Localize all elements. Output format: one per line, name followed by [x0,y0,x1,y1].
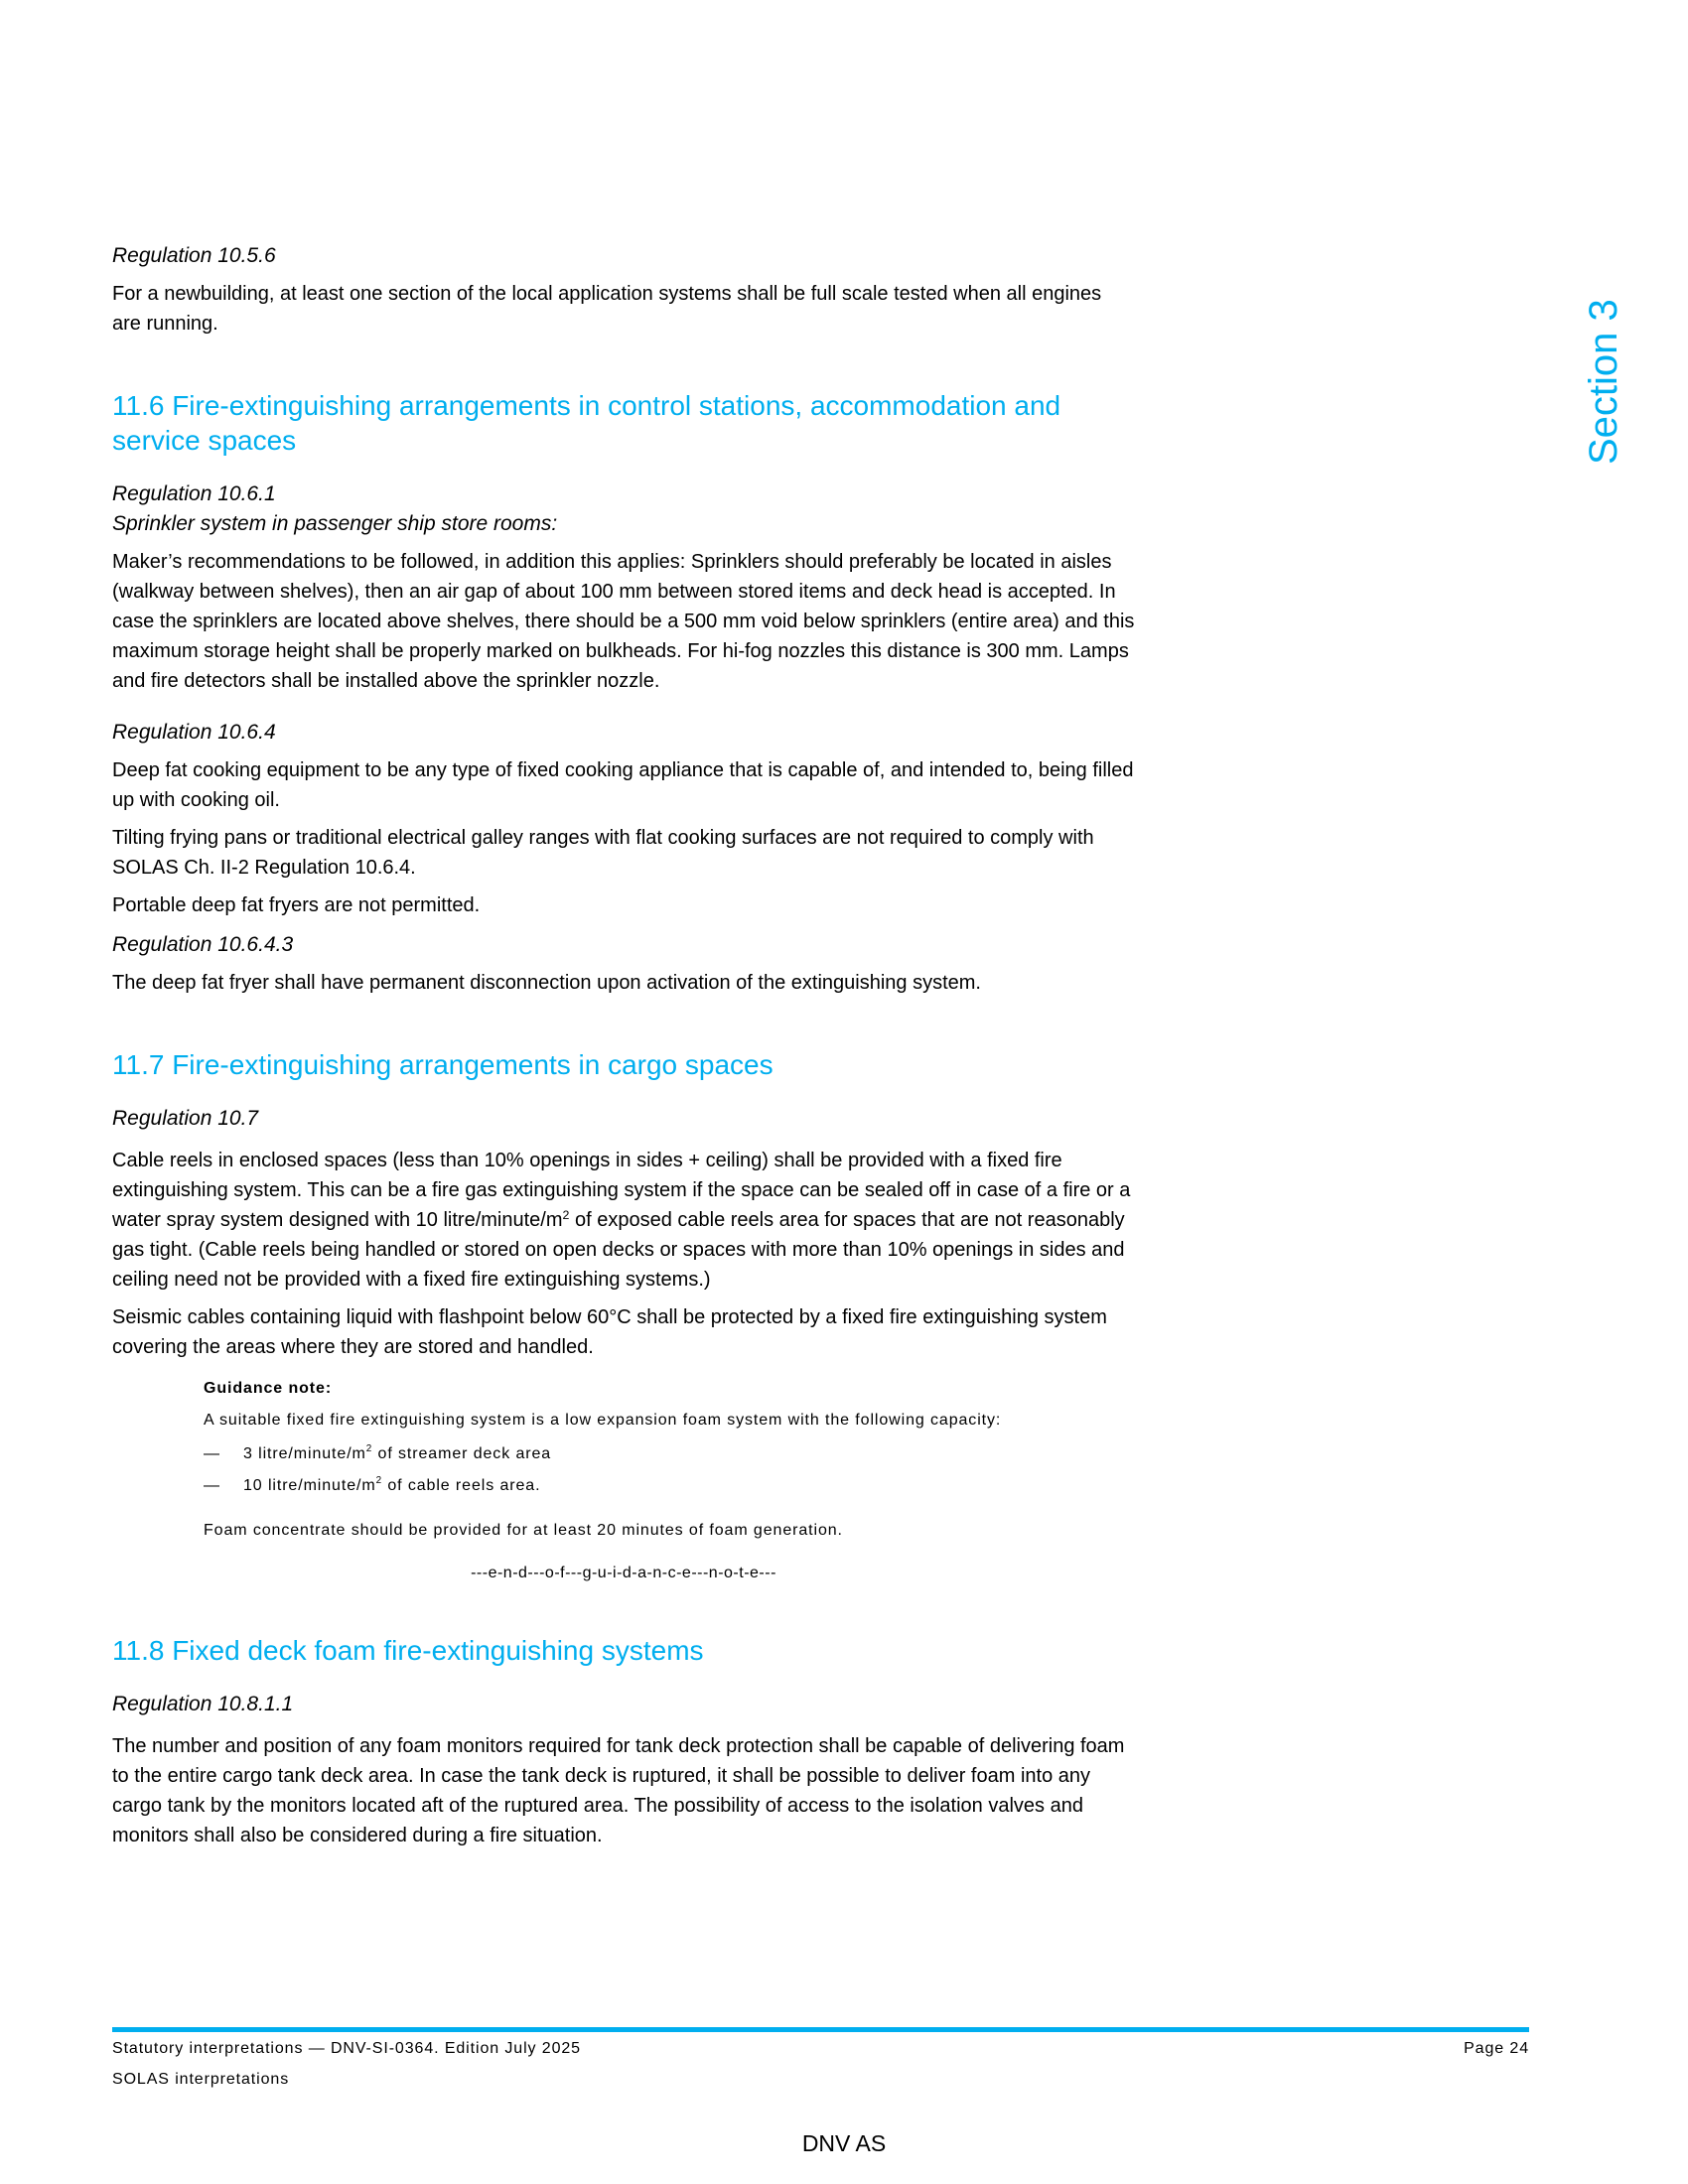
footer-company-name: DNV AS [801,2130,887,2156]
superscript-squared: 2 [562,1208,570,1222]
regulation-heading-10-6-4: Regulation 10.6.4 [112,721,276,744]
section-heading-11-7: 11.7 Fire-extinguishing arrangements in cargo spaces [112,1049,774,1080]
footer-page-number: Page 24 [1464,2040,1529,2057]
paragraph-10-6-4-c: Portable deep fat fryers are not permitted. [112,894,481,916]
regulation-heading-10-6-4-3: Regulation 10.6.4.3 [112,933,294,956]
footer-document-title: Statutory interpretations — DNV-SI-0364. Edition July 2025 [112,2040,581,2057]
paragraph-10-7-b: Seismic cables containing liquid with flashpoint below 60°C shall be protected by a fixed fire extinguishing system covering the areas where they are stored and handled. [112,1306,1107,1358]
paragraph-10-6-4-3: The deep fat fryer shall have permanent disconnection upon activation of the extinguishing system. [112,972,981,994]
section-tab-label: Section 3 [1582,299,1625,465]
bullet-text-before: 3 litre/minute/m [243,1445,366,1462]
guidance-note-block [204,1378,1135,1583]
superscript-squared: 2 [375,1475,382,1486]
page-body [112,241,1135,1850]
end-of-guidance-note-marker: ---e-n-d---o-f---g-u-i-d-a-n-c-e---n-o-t-e--- [471,1565,776,1581]
dash-bullet-marker: — [204,1445,220,1462]
paragraph-10-8-1-1: The number and position of any foam monitors required for tank deck protection shall be capable of delivering foam to the entire cargo tank deck area. In case the tank deck is ruptured, it shall be possible to deliver foam into any cargo tank by the monitors located aft of the ruptured area. The possibility of access to the isolation valves and monitors shall also be considered during a fire situation. [112,1735,1125,1846]
dash-bullet-marker: — [204,1477,220,1494]
section-heading-11-8: 11.8 Fixed deck foam fire-extinguishing systems [112,1635,704,1666]
guidance-bullet-text [243,1475,540,1496]
guidance-bullet-streamer-deck [204,1443,1135,1464]
paragraph-10-7-a-text-cont: of exposed cable reels area for spaces that are not reasonably gas tight. (Cable reels being handled or stored on open decks or spaces with more than 10% openings in sides and ceiling need not be provided with a fixed fire extinguishing systems.) [112,1209,1125,1291]
paragraph-10-6-4-a: Deep fat cooking equipment to be any type of fixed cooking appliance that is capable of, and intended to, being filled up with cooking oil. [112,759,1134,811]
paragraph-10-6-1: Maker’s recommendations to be followed, in addition this applies: Sprinklers should preferably be located in aisles (walkway between shelves), then an air gap of about 100 mm between stored items and deck head is accepted. In case the sprinklers are located above shelves, there should be a 500 mm void below sprinklers (entire area) and this maximum storage height shall be properly marked on bulkheads. For hi-fog nozzles this distance is 300 mm. Lamps and fire detectors shall be installed above the sprinkler nozzle. [112,551,1135,692]
paragraph-10-6-4-b: Tilting frying pans or traditional electrical galley ranges with flat cooking surfaces are not required to comply with SOLAS Ch. II-2 Regulation 10.6.4. [112,827,1094,879]
guidance-note-intro: A suitable fixed fire extinguishing system is a low expansion foam system with the following capacity: [204,1412,1002,1429]
footer-document-subtitle: SOLAS interpretations [112,2071,290,2088]
guidance-note-outro: Foam concentrate should be provided for at least 20 minutes of foam generation. [204,1522,843,1539]
paragraph-10-5-6: For a newbuilding, at least one section of the local application systems shall be full scale tested when all engines are running. [112,283,1102,335]
regulation-heading-10-5-6: Regulation 10.5.6 [112,244,276,267]
regulation-heading-10-8-1-1: Regulation 10.8.1.1 [112,1693,294,1715]
guidance-note-title: Guidance note: [204,1380,333,1397]
bullet-text-before: 10 litre/minute/m [243,1477,376,1494]
paragraph-10-7-a-text: Cable reels in enclosed spaces (less than 10% openings in sides + ceiling) shall be provided with a fixed fire extinguishing system. This can be a fire gas extinguishing system if the space can be sealed off in case of a fire or a water spray system designed with 10 litre/minute/m [112,1150,1131,1231]
guidance-bullet-cable-reels [204,1475,1135,1496]
section-heading-11-6: 11.6 Fire-extinguishing arrangements in control stations, accommodation and service spaces [112,390,1061,456]
guidance-bullet-text [243,1443,551,1464]
superscript-squared: 2 [365,1443,373,1454]
regulation-subheading-10-6-1: Sprinkler system in passenger ship store rooms: [112,512,558,535]
paragraph-10-7-a [112,1146,1135,1295]
footer-divider-rule [112,2027,1529,2032]
regulation-heading-10-7: Regulation 10.7 [112,1107,259,1130]
regulation-heading-10-6-1: Regulation 10.6.1 [112,482,276,505]
bullet-text-after: of streamer deck area [372,1445,552,1462]
bullet-text-after: of cable reels area. [382,1477,541,1494]
